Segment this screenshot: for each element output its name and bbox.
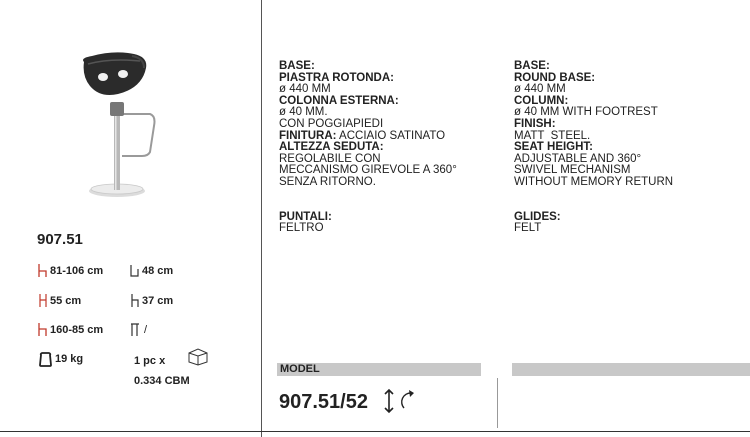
box-icon — [186, 346, 210, 366]
it-round-value: ø 440 MM — [279, 83, 331, 96]
spec-italian — [279, 61, 504, 235]
en-column-value: ø 40 MM WITH FOOTREST — [514, 106, 658, 119]
it-glides-value: FELTRO — [279, 222, 324, 235]
it-finish-value: ACCIAIO SATINATO — [336, 129, 446, 142]
model-bar-right — [512, 363, 750, 376]
it-column-value1: ø 40 MM. — [279, 106, 328, 119]
it-base-label: BASE: — [279, 60, 315, 72]
it-finish-label: FINITURA: — [279, 129, 337, 142]
it-seat-value3: SENZA RITORNO. — [279, 175, 376, 188]
en-seat-label: SEAT HEIGHT: — [514, 141, 594, 154]
en-round-label: ROUND BASE: — [514, 71, 596, 84]
it-seat-value1: REGOLABILE CON — [279, 152, 381, 165]
en-finish-label: FINISH: — [514, 117, 556, 130]
package-qty: 1 pc x — [134, 355, 166, 367]
package-volume: 0.334 CBM — [134, 375, 190, 387]
seat-height-small-icon — [130, 293, 140, 308]
en-glides-value: FELT — [514, 222, 542, 235]
spec-english — [514, 61, 744, 235]
dim-depth: 55 cm — [38, 293, 81, 308]
height-adjust-icon — [383, 388, 395, 414]
depth-icon — [38, 293, 48, 308]
bottom-rule — [0, 431, 750, 432]
weight: 19 kg — [38, 351, 83, 367]
it-glides-label: PUNTALI: — [279, 210, 332, 223]
en-seat-value3: WITHOUT MEMORY RETURN — [514, 175, 674, 188]
it-column-label: COLONNA ESTERNA: — [279, 94, 399, 107]
product-code: 907.51 — [37, 231, 83, 248]
seat-height-icon — [38, 263, 48, 278]
dim-armrest-height: 160-85 cm — [38, 322, 103, 337]
it-seat-label: ALTEZZA SEDUTA: — [279, 141, 384, 154]
dim-stack: / — [130, 322, 147, 337]
model-label: MODEL — [280, 363, 320, 375]
en-glides-label: GLIDES: — [514, 210, 561, 223]
en-seat-value2: SWIVEL MECHANISM — [514, 164, 631, 177]
stack-icon — [130, 322, 142, 337]
it-round-label: PIASTRA ROTONDA: — [279, 71, 394, 84]
left-column-divider — [261, 0, 262, 437]
armrest-height-icon — [38, 322, 48, 337]
en-column-label: COLUMN: — [514, 94, 569, 107]
weight-icon — [38, 351, 53, 367]
en-round-value: ø 440 MM — [514, 83, 566, 96]
it-seat-value2: MECCANISMO GIREVOLE A 360° — [279, 164, 457, 177]
en-finish-value: MATT STEEL. — [514, 129, 591, 142]
en-seat-value1: ADJUSTABLE AND 360° — [514, 152, 642, 165]
it-column-value2: CON POGGIAPIEDI — [279, 117, 384, 130]
en-base-label: BASE: — [514, 60, 550, 72]
width-icon — [130, 263, 140, 278]
stool-image — [70, 44, 180, 206]
dim-width: 48 cm — [130, 263, 173, 278]
dim-seat-height: 81-106 cm — [38, 263, 103, 278]
model-code: 907.51/52 — [279, 391, 368, 413]
dim-seat-height-small: 37 cm — [130, 293, 173, 308]
model-column-divider — [497, 378, 498, 428]
swivel-icon — [398, 388, 422, 412]
